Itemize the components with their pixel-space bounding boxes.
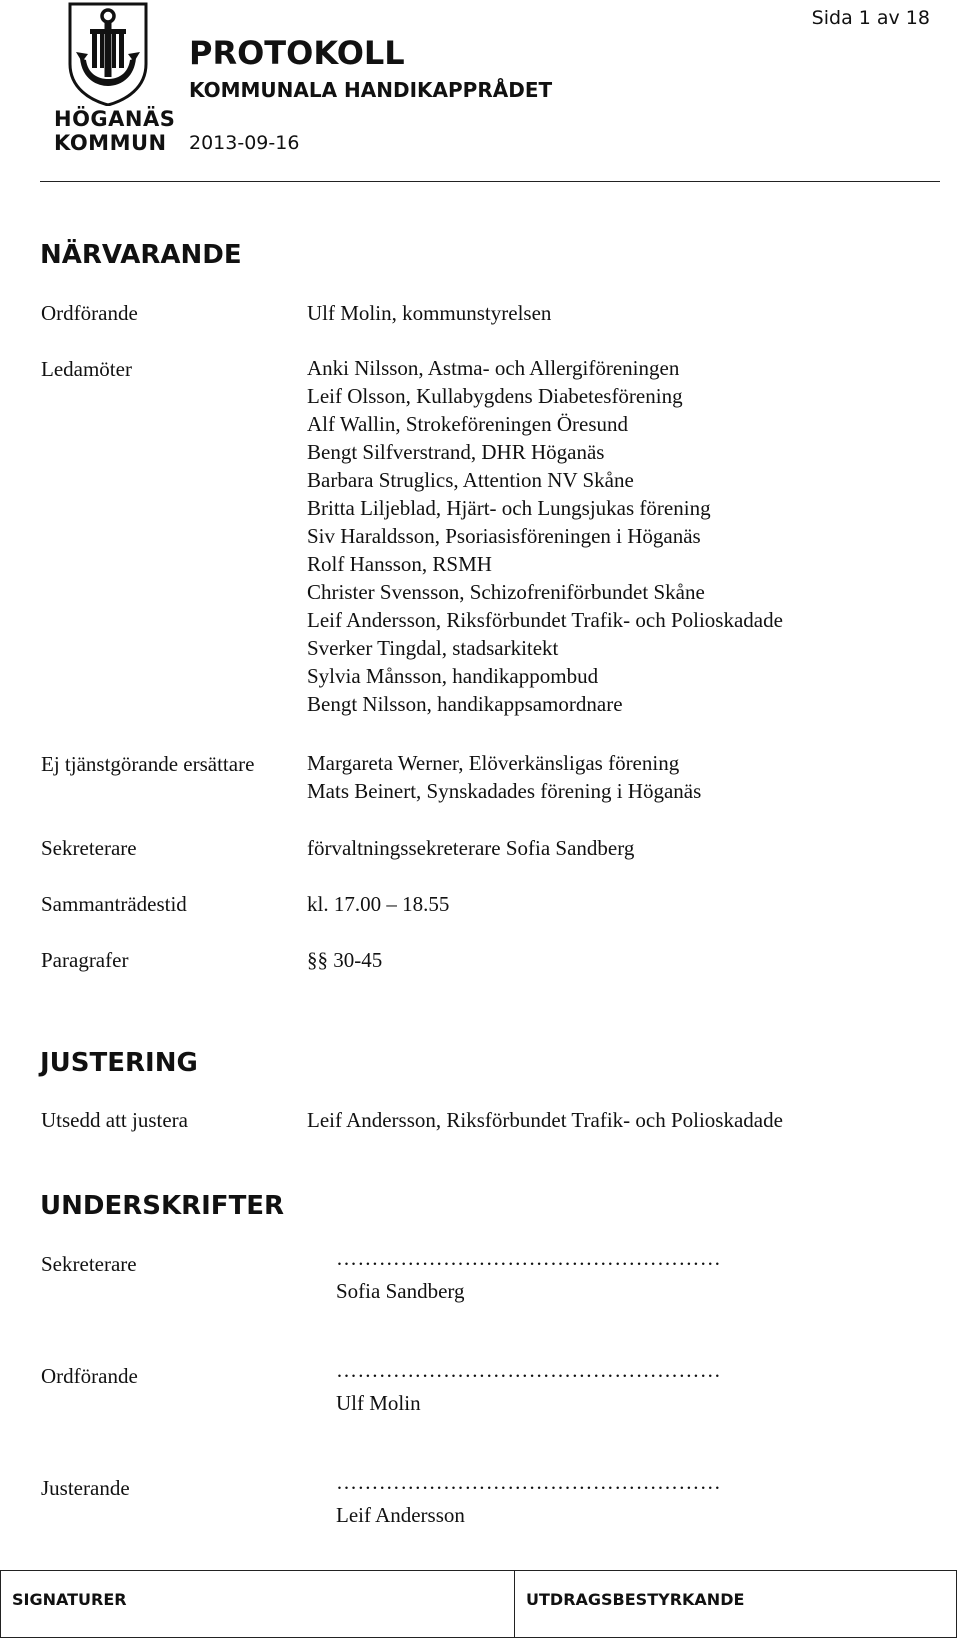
signature-line: ……………………………………………… — [336, 1470, 722, 1494]
list-item: Bengt Nilsson, handikappsamordnare — [307, 692, 623, 716]
label-signature-sekreterare: Sekreterare — [41, 1252, 137, 1276]
logo-text-hoganas: HÖGANÄS — [54, 107, 176, 131]
document-subtitle: KOMMUNALA HANDIKAPPRÅDET — [189, 78, 553, 102]
list-item: Anki Nilsson, Astma- och Allergiföreningen — [307, 356, 680, 380]
signature-name: Leif Andersson — [336, 1503, 465, 1527]
list-item: Christer Svensson, Schizofreniförbundet Skåne — [307, 580, 705, 604]
signature-name: Sofia Sandberg — [336, 1279, 465, 1303]
label-utsedd-att-justera: Utsedd att justera — [41, 1108, 188, 1132]
list-item: Rolf Hansson, RSMH — [307, 552, 492, 576]
header-divider — [40, 181, 940, 182]
label-signature-justerande: Justerande — [41, 1476, 130, 1500]
section-heading-narvarande: NÄRVARANDE — [40, 240, 242, 270]
footer-divider — [514, 1570, 515, 1638]
document-date: 2013-09-16 — [189, 132, 300, 154]
value-paragrafer: §§ 30-45 — [307, 948, 383, 972]
section-heading-underskrifter: UNDERSKRIFTER — [40, 1191, 285, 1221]
signature-name: Ulf Molin — [336, 1391, 421, 1415]
label-ersattare: Ej tjänstgörande ersättare — [41, 752, 255, 776]
label-sekreterare: Sekreterare — [41, 836, 137, 860]
value-utsedd-att-justera: Leif Andersson, Riksförbundet Trafik- och Polioskadade — [307, 1108, 783, 1132]
page-number: Sida 1 av 18 — [811, 7, 930, 29]
label-paragrafer: Paragrafer — [41, 948, 129, 972]
section-heading-justering: JUSTERING — [40, 1048, 198, 1078]
label-signature-ordforande: Ordförande — [41, 1364, 138, 1388]
ledamoter-list — [307, 354, 783, 718]
footer-box — [0, 1570, 957, 1638]
value-sekreterare: förvaltningssekreterare Sofia Sandberg — [307, 836, 635, 860]
value-sammantradestid: kl. 17.00 – 18.55 — [307, 892, 450, 916]
list-item: Leif Olsson, Kullabygdens Diabetesförening — [307, 384, 683, 408]
list-item: Britta Liljeblad, Hjärt- och Lungsjukas förening — [307, 496, 711, 520]
list-item: Leif Andersson, Riksförbundet Trafik- och Polioskadade — [307, 608, 783, 632]
list-item: Bengt Silfverstrand, DHR Höganäs — [307, 440, 605, 464]
footer-label-signaturer: SIGNATURER — [12, 1590, 127, 1609]
list-item: Sverker Tingdal, stadsarkitekt — [307, 636, 559, 660]
value-ordforande: Ulf Molin, kommunstyrelsen — [307, 301, 552, 325]
hoganas-coat-of-arms-logo — [68, 2, 148, 106]
label-ledamoter: Ledamöter — [41, 357, 132, 381]
list-item: Mats Beinert, Synskadades förening i Höganäs — [307, 779, 702, 803]
label-sammantradestid: Sammanträdestid — [41, 892, 187, 916]
logo-text-kommun: KOMMUN — [54, 131, 167, 155]
list-item: Margareta Werner, Elöverkänsligas förening — [307, 751, 680, 775]
label-ordforande: Ordförande — [41, 301, 138, 325]
list-item: Sylvia Månsson, handikappombud — [307, 664, 599, 688]
ersattare-list — [307, 749, 701, 805]
list-item: Siv Haraldsson, Psoriasisföreningen i Höganäs — [307, 524, 701, 548]
list-item: Alf Wallin, Strokeföreningen Öresund — [307, 412, 629, 436]
list-item: Barbara Struglics, Attention NV Skåne — [307, 468, 634, 492]
footer-label-utdragsbestyrkande: UTDRAGSBESTYRKANDE — [526, 1590, 745, 1609]
signature-line: ……………………………………………… — [336, 1358, 722, 1382]
signature-line: ……………………………………………… — [336, 1246, 722, 1270]
document-title: PROTOKOLL — [189, 34, 405, 72]
